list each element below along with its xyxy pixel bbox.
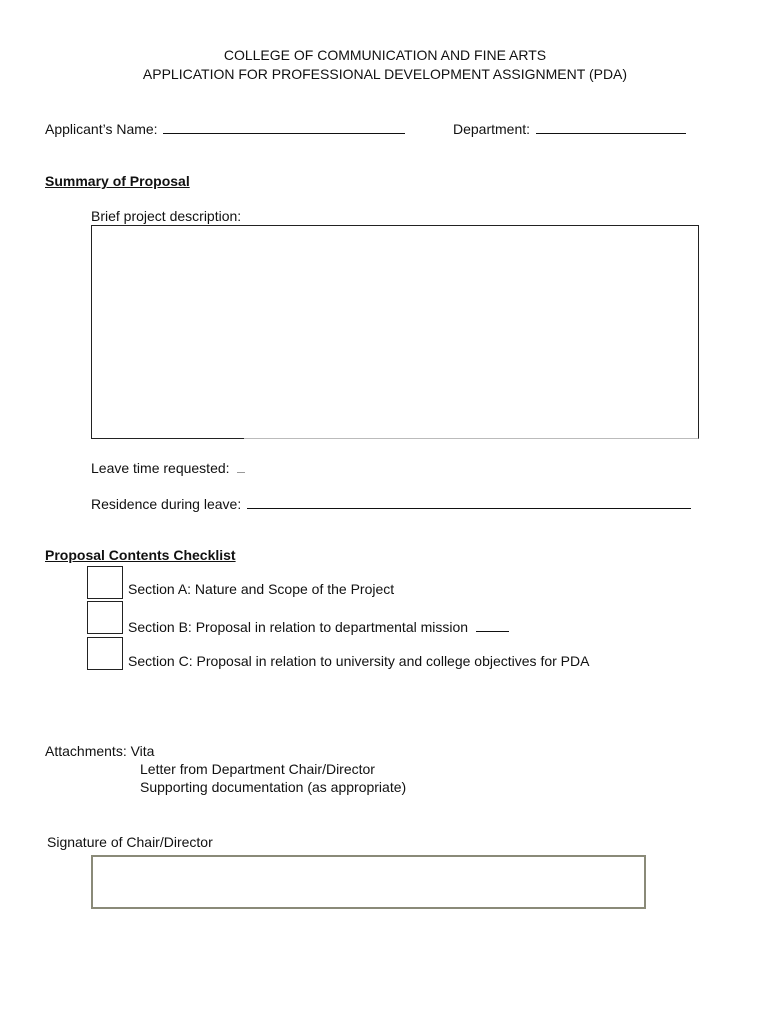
checklist-item-section-b: Section B: Proposal in relation to departmental mission [128,619,469,635]
description-label: Brief project description: [91,208,242,224]
attachment-item: Letter from Department Chair/Director [140,761,375,777]
signature-field[interactable] [91,855,646,909]
attachments-label-row [45,743,154,759]
attachment-item: Supporting documentation (as appropriate) [140,779,407,795]
description-textarea[interactable] [91,225,699,439]
department-field[interactable] [536,119,686,134]
attachments-label: Attachments: [45,743,127,759]
section-b-blank-line [476,617,509,632]
form-title-line-2: APPLICATION FOR PROFESSIONAL DEVELOPMENT ASSIGNMENT (PDA) [142,66,628,82]
leave-time-row [91,458,245,476]
checklist-item-section-a: Section A: Nature and Scope of the Project [128,581,395,597]
department-label: Department: [453,121,531,137]
summary-heading: Summary of Proposal [45,173,190,189]
residence-field[interactable] [247,494,691,509]
applicant-name-label: Applicant’s Name: [45,121,158,137]
attachment-item: Vita [130,743,155,759]
form-title-line-1: COLLEGE OF COMMUNICATION AND FINE ARTS [223,47,547,63]
checkbox-section-b[interactable] [87,601,123,634]
signature-label: Signature of Chair/Director [47,834,213,850]
leave-time-label: Leave time requested: [91,460,230,476]
checklist-heading: Proposal Contents Checklist [45,547,236,563]
applicant-name-field[interactable] [163,119,405,134]
residence-label: Residence during leave: [91,496,242,512]
checklist-item-section-b-row [128,617,509,635]
leave-time-field[interactable] [237,458,245,473]
description-box-bottom-border [91,438,244,439]
department-row [453,119,686,137]
residence-row [91,494,691,512]
checkbox-section-c[interactable] [87,637,123,670]
checkbox-section-a[interactable] [87,566,123,599]
applicant-name-row [45,119,405,137]
checklist-item-section-c: Section C: Proposal in relation to university and college objectives for PDA [128,653,590,669]
